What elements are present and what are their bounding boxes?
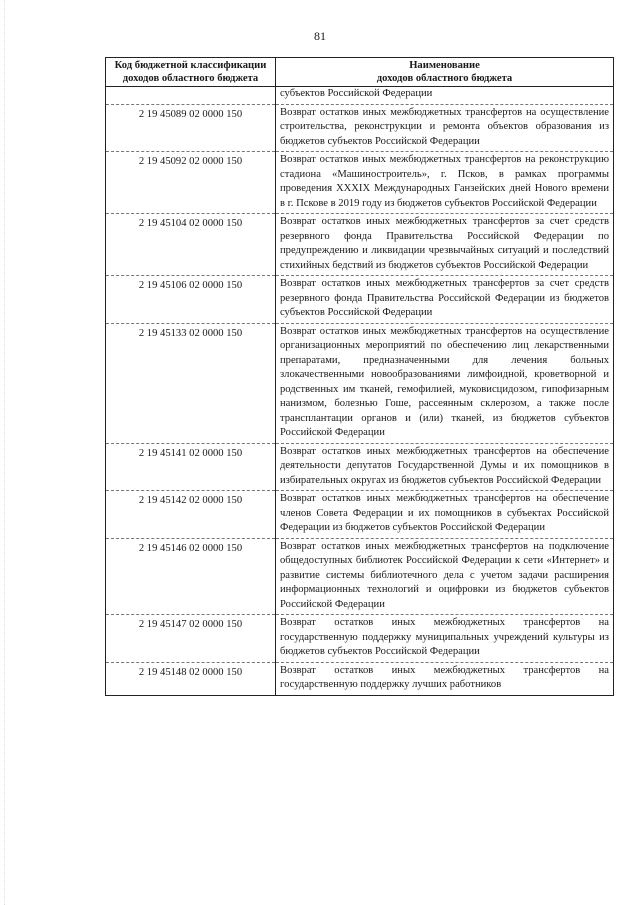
row-name: Возврат остатков иных межбюджетных трансфертов на государственную поддержку муниципальных учреждений культуры из бюджетов субъектов Российской Федерации <box>276 615 614 663</box>
row-code: 2 19 45089 02 0000 150 <box>106 104 276 152</box>
header-name <box>276 58 614 87</box>
row-code: 2 19 45106 02 0000 150 <box>106 276 276 324</box>
row-code: 2 19 45146 02 0000 150 <box>106 538 276 615</box>
table-row <box>106 214 614 276</box>
row-code: 2 19 45133 02 0000 150 <box>106 323 276 443</box>
scan-edge <box>4 0 6 905</box>
table-row <box>106 662 614 695</box>
row-name: Возврат остатков иных межбюджетных трансфертов на обеспечение деятельности депутатов Государственной Думы и их помощников в избирательных округах из бюджетов субъектов Российской Федерации <box>276 443 614 491</box>
row-name: субъектов Российской Федерации <box>276 87 614 105</box>
table-header-row <box>106 58 614 87</box>
row-code: 2 19 45104 02 0000 150 <box>106 214 276 276</box>
budget-classification-table <box>105 57 614 696</box>
header-code: Код бюджетной классификации доходов областного бюджета <box>106 58 276 87</box>
row-name: Возврат остатков иных межбюджетных трансфертов за счет средств резервного фонда Правительства Российской Федерации из бюджетов субъектов Российской Федерации <box>276 276 614 324</box>
row-name: Возврат остатков иных межбюджетных трансфертов на государственную поддержку лучших работников <box>276 662 614 695</box>
row-code: 2 19 45148 02 0000 150 <box>106 662 276 695</box>
table-row <box>106 87 614 105</box>
table-row <box>106 104 614 152</box>
row-name: Возврат остатков иных межбюджетных трансфертов на осуществление организационных мероприятий по обеспечению лиц лекарственными препаратами, предназначенными для лечения больных злокачественными новообразованиями лимфоидной, кроветворной и родственных им тканей, гемофилией, муковисцидозом, гипофизарным нанизмом, болезнью Гоше, рассеянным склерозом, а также после трансплантации органов и (или) тканей, из бюджетов субъектов Российской Федерации <box>276 323 614 443</box>
row-code <box>106 87 276 105</box>
page-number: 81 <box>314 29 326 43</box>
header-name-line2: доходов областного бюджета <box>376 73 513 84</box>
row-name: Возврат остатков иных межбюджетных трансфертов на реконструкцию стадиона «Машиностроитель», г. Псков, в рамках программы проведения XXXIX Международных Ганзейских дней Нового времени в г. Пскове в 2019 году из бюджетов субъектов Российской Федерации <box>276 152 614 214</box>
row-name: Возврат остатков иных межбюджетных трансфертов за счет средств резервного фонда Правительства Российской Федерации по предупреждению и ликвидации чрезвычайных ситуаций и последствий стихийных бедствий из бюджетов субъектов Российской Федерации <box>276 214 614 276</box>
row-code: 2 19 45141 02 0000 150 <box>106 443 276 491</box>
row-code: 2 19 45147 02 0000 150 <box>106 615 276 663</box>
table-row <box>106 538 614 615</box>
table-row <box>106 491 614 539</box>
header-name-line1: Наименование <box>409 60 480 71</box>
table-row <box>106 615 614 663</box>
row-code: 2 19 45142 02 0000 150 <box>106 491 276 539</box>
table-row <box>106 323 614 443</box>
row-name: Возврат остатков иных межбюджетных трансфертов на подключение общедоступных библиотек Российской Федерации к сети «Интернет» и развитие системы библиотечного дела с учетом задачи расширения информационных технологий и оцифровки из бюджетов субъектов Российской Федерации <box>276 538 614 615</box>
row-code: 2 19 45092 02 0000 150 <box>106 152 276 214</box>
table-row <box>106 276 614 324</box>
row-name: Возврат остатков иных межбюджетных трансфертов на обеспечение членов Совета Федерации и их помощников в субъектах Российской Федерации из бюджетов субъектов Российской Федерации <box>276 491 614 539</box>
table-row <box>106 152 614 214</box>
table-row <box>106 443 614 491</box>
row-name: Возврат остатков иных межбюджетных трансфертов на осуществление строительства, реконструкции и ремонта объектов образования из бюджетов субъектов Российской Федерации <box>276 104 614 152</box>
